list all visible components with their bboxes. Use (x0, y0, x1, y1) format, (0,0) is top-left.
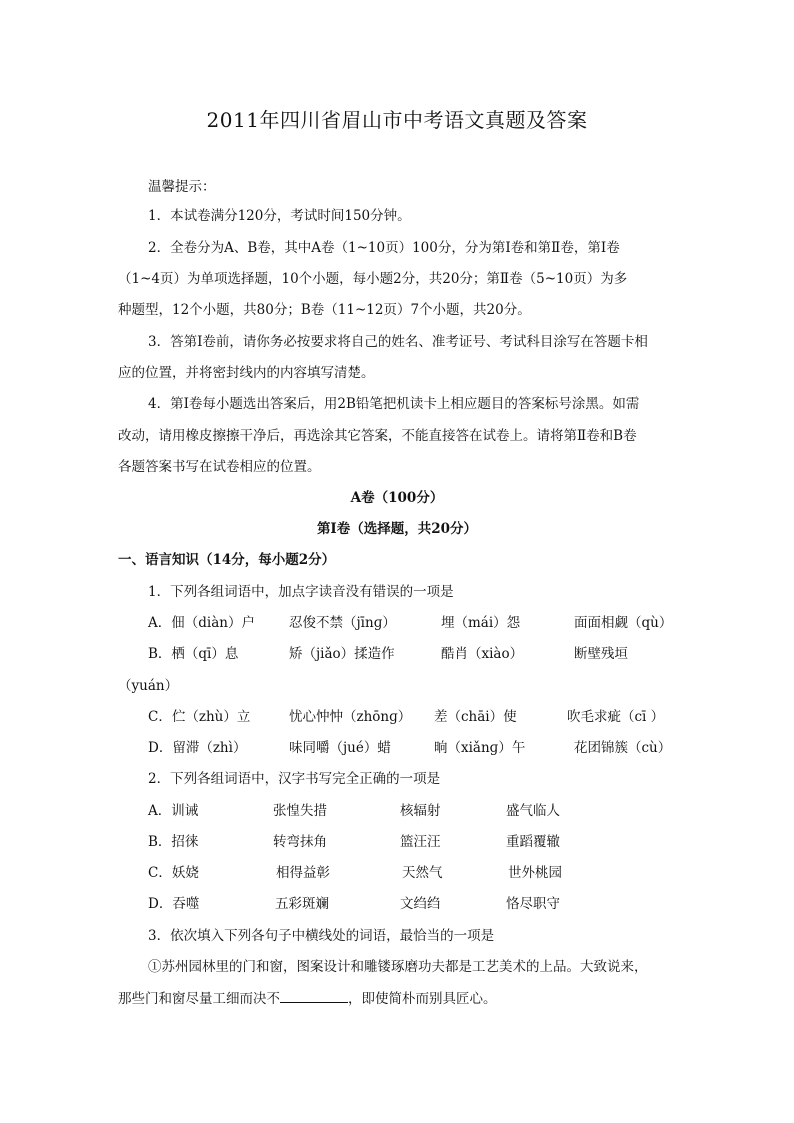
q2-d-item-3: 文绉绉 (400, 896, 441, 912)
q3-text-before-blank: 那些门和窗尽量工细而决不 (118, 991, 280, 1007)
q2-d-item-1: D．吞噬 (148, 896, 200, 912)
notice-heading: 温馨提示： (148, 179, 216, 195)
q1-c-item-3: 差（chāi）使 (434, 709, 517, 725)
q2-stem: 2．下列各组词语中，汉字书写完全正确的一项是 (148, 771, 441, 787)
q1-stem: 1．下列各组词语中，加点字读音没有错误的一项是 (148, 584, 454, 600)
q2-c-item-3: 天然气 (402, 865, 443, 881)
q1-a-item-4: 面面相觑（qù） (574, 615, 673, 631)
q1-b-item-4: 断壁残垣 (574, 646, 628, 662)
q2-a-item-2: 张惶失措 (273, 803, 327, 819)
q2-d-item-2: 五彩斑斓 (275, 896, 329, 912)
notice-item-2-line-2: （1~4页）为单项选择题，10个小题，每小题2分，共20分；第Ⅱ卷（5~10页）为多 (118, 271, 628, 287)
notice-item-2-line-3: 种题型，12个小题，共80分；B卷（11~12页）7个小题，共20分。 (118, 302, 531, 318)
q1-b-wrap: （yuán） (118, 678, 179, 694)
q1-d-item-4: 花团锦簇（cù） (574, 740, 672, 756)
page-title: 2011年四川省眉山市中考语文真题及答案 (206, 108, 588, 132)
q1-c-item-4: 吹毛求疵（cī ） (567, 709, 665, 725)
notice-item-4-line-3: 各题答案书写在试卷相应的位置。 (118, 459, 321, 475)
q1-a-item-1: A．佃（diàn）户 (148, 615, 255, 631)
q2-b-item-2: 转弯抹角 (273, 834, 327, 850)
q1-d-item-3: 晌（xiǎnɡ）午 (434, 740, 526, 756)
section-part-1: 第Ⅰ卷（选择题，共20分） (316, 521, 478, 537)
section-language-knowledge: 一、语言知识（14分，每小题2分） (118, 552, 336, 568)
notice-item-2-line-1: 2．全卷分为A、B卷，其中A卷（1~10页）100分，分为第Ⅰ卷和第Ⅱ卷，第Ⅰ卷 (148, 240, 620, 256)
q3-stem: 3．依次填入下列各句子中横线处的词语，最恰当的一项是 (148, 928, 495, 944)
q1-c-item-1: C．伫（zhù）立 (148, 709, 251, 725)
q3-sentence-1-line-2 (118, 988, 497, 1009)
q1-b-item-1: B．栖（qī）息 (148, 646, 239, 662)
q1-d-item-2: 味同嚼（jué）蜡 (289, 740, 391, 756)
notice-item-3-line-1: 3．答第Ⅰ卷前，请你务必按要求将自己的姓名、准考证号、考试科目涂写在答题卡相 (148, 334, 648, 350)
q2-c-item-2: 相得益彰 (276, 865, 330, 881)
q2-a-item-3: 核辐射 (400, 803, 441, 819)
q2-a-item-4: 盛气临人 (506, 803, 560, 819)
q2-b-item-4: 重蹈覆辙 (506, 834, 560, 850)
notice-item-3-line-2: 应的位置，并将密封线内的内容填写清楚。 (118, 365, 375, 381)
q3-text-after-blank: ，即使简朴而别具匠心。 (348, 991, 497, 1007)
q2-b-item-1: B．招徕 (148, 834, 199, 850)
q2-d-item-4: 恪尽职守 (506, 896, 560, 912)
notice-item-4-line-1: 4．第Ⅰ卷每小题选出答案后，用2B铅笔把机读卡上相应题目的答案标号涂黑。如需 (148, 396, 640, 412)
q1-c-item-2: 忧心忡忡（zhōnɡ） (289, 709, 412, 725)
q2-c-item-4: 世外桃园 (508, 865, 562, 881)
q1-d-item-1: D．留滞（zhì） (148, 740, 247, 756)
answer-blank (280, 988, 348, 1003)
q2-b-item-3: 篮汪汪 (400, 834, 441, 850)
q1-a-item-3: 埋（mái）怨 (441, 615, 521, 631)
notice-item-4-line-2: 改动，请用橡皮擦擦干净后，再选涂其它答案，不能直接答在试卷上。请将第Ⅱ卷和B卷 (118, 428, 637, 444)
q1-a-item-2: 忍俊不禁（jīnɡ） (289, 615, 396, 631)
q2-c-item-1: C．妖娆 (148, 865, 199, 881)
q2-a-item-1: A．训诫 (148, 803, 199, 819)
section-a-juan: A卷（100分） (350, 490, 444, 506)
q1-b-item-2: 矫（jiǎo）揉造作 (289, 646, 395, 662)
q3-sentence-1-line-1: ①苏州园林里的门和窗，图案设计和雕镂琢磨功夫都是工艺美术的上品。大致说来， (148, 959, 648, 975)
q1-b-item-3: 酷肖（xiào） (441, 646, 524, 662)
notice-item-1: 1．本试卷满分120分，考试时间150分钟。 (148, 208, 411, 224)
